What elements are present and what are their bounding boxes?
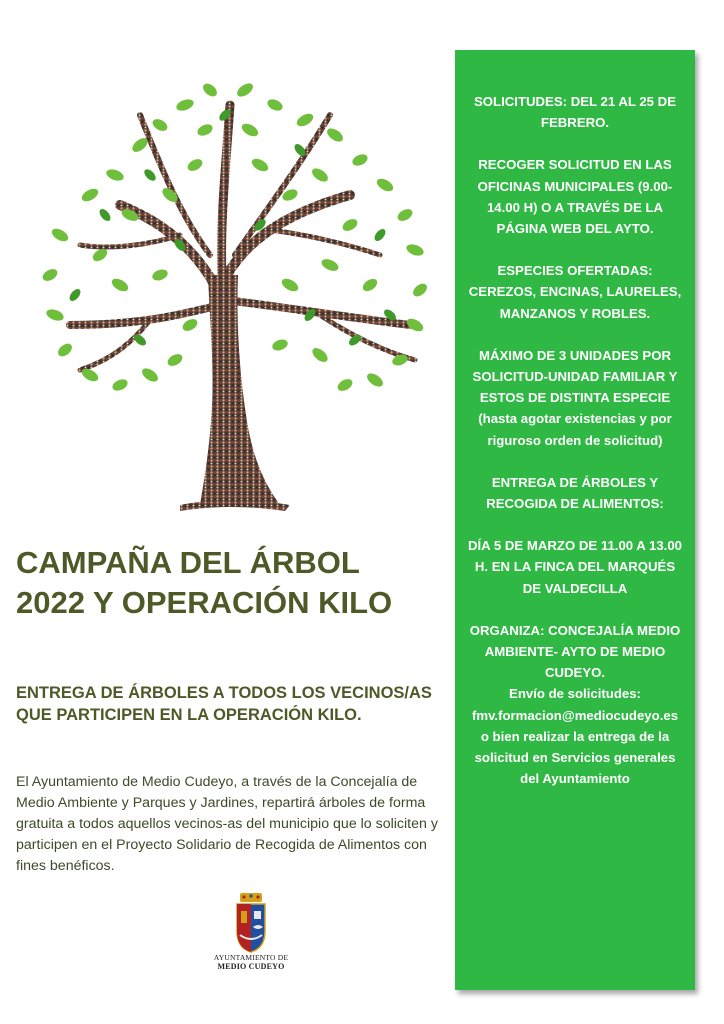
title-line-2: 2022 Y OPERACIÓN KILO bbox=[16, 585, 393, 620]
info-panel bbox=[455, 50, 695, 990]
panel-recoger: RECOGER SOLICITUD EN LAS OFICINAS MUNICIPALES (9.00-14.00 H) O A TRAVÉS DE LA PÁGINA WEB DEL AYTO. bbox=[477, 157, 673, 237]
panel-dia: DÍA 5 DE MARZO DE 11.00 A 13.00 H. EN LA FINCA DEL MARQUÉS DE VALDECILLA bbox=[467, 538, 682, 596]
subtitle: ENTREGA DE ÁRBOLES A TODOS LOS VECINOS/AS QUE PARTICIPEN EN LA OPERACIÓN KILO. bbox=[16, 684, 432, 724]
municipal-logo bbox=[203, 893, 299, 983]
tree-illustration bbox=[30, 75, 430, 515]
tree-icon bbox=[30, 75, 430, 515]
panel-maximo: MÁXIMO DE 3 UNIDADES POR SOLICITUD-UNIDAD FAMILIAR Y ESTOS DE DISTINTA ESPECIE (hasta agotar existencias y por riguroso orden de solicitud) bbox=[472, 347, 678, 448]
logo-caption-line-1: AYUNTAMIENTO DE bbox=[213, 953, 289, 962]
panel-solicitudes: SOLICITUDES: DEL 21 AL 25 DE FEBRERO. bbox=[473, 94, 676, 131]
panel-entrega: ENTREGA DE ÁRBOLES Y RECOGIDA DE ALIMENTOS: bbox=[486, 474, 664, 512]
logo-caption-line-2: MEDIO CUDEYO bbox=[217, 962, 285, 971]
logo-caption bbox=[203, 953, 299, 971]
description-paragraph: El Ayuntamiento de Medio Cudeyo, a través de la Concejalía de Medio Ambiente y Parques y Jardines, repartirá árboles de forma gratuita a todos aquellos vecinos-as del municipio que lo soliciten y participen en el Proyecto Solidario de Recogida de Alimentos con fines benéficos. bbox=[16, 774, 438, 874]
page-title bbox=[16, 543, 436, 623]
panel-organiza: ORGANIZA: CONCEJALÍA MEDIO AMBIENTE- AYTO DE MEDIO CUDEYO. bbox=[469, 622, 681, 681]
panel-especies: ESPECIES OFERTADAS: CEREZOS, ENCINAS, LAURELES, MANZANOS Y ROBLES. bbox=[468, 263, 682, 321]
panel-envio: Envío de solicitudes: fmv.formacion@mediocudeyo.es o bien realizar la entrega de la solicitud en Servicios generales del Ayuntamiento bbox=[471, 686, 679, 787]
title-line-1: CAMPAÑA DEL ÁRBOL bbox=[16, 545, 360, 580]
coat-of-arms-icon bbox=[234, 893, 268, 953]
